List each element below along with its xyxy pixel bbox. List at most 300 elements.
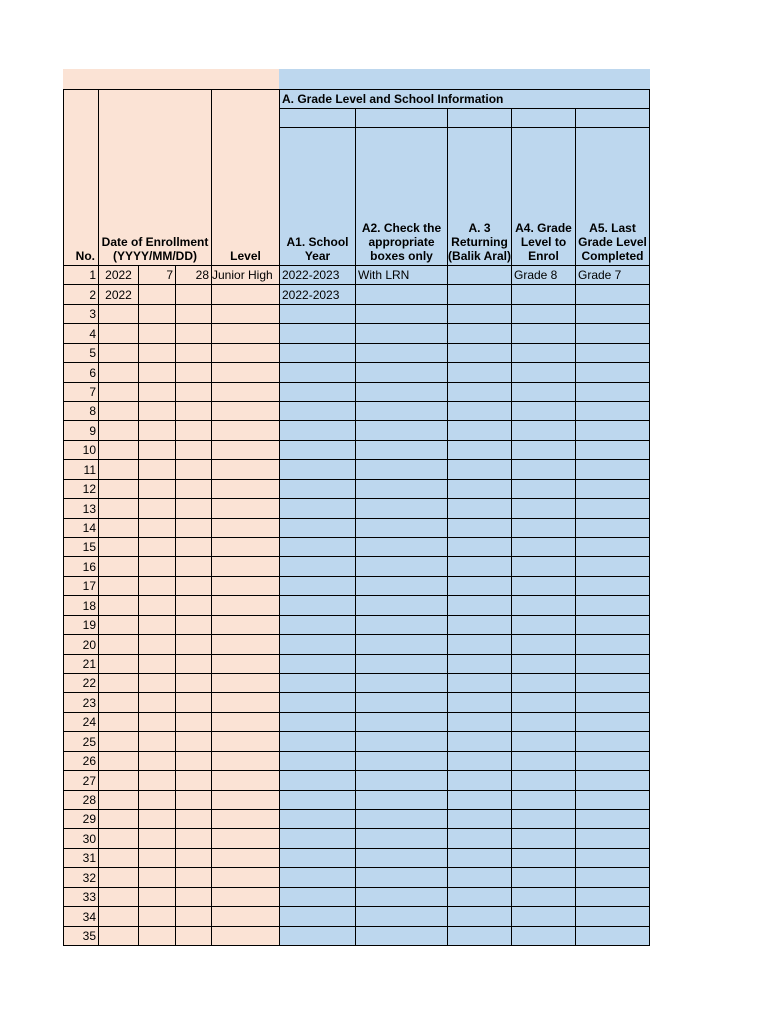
cell-dd[interactable] xyxy=(175,304,212,324)
cell-dd[interactable] xyxy=(175,323,212,344)
cell-a1[interactable] xyxy=(279,770,356,791)
cell-no[interactable]: 3 xyxy=(63,304,99,324)
cell-mm[interactable] xyxy=(138,498,176,519)
cell-a1[interactable] xyxy=(279,343,356,363)
cell-a3[interactable] xyxy=(447,770,512,791)
cell-a1[interactable]: 2022-2023 xyxy=(279,284,356,305)
cell-yyyy[interactable] xyxy=(98,751,139,771)
cell-level[interactable] xyxy=(211,731,280,752)
cell-a3[interactable] xyxy=(447,828,512,849)
cell-a5[interactable] xyxy=(575,595,650,616)
cell-a4[interactable] xyxy=(511,654,576,674)
cell-a2[interactable] xyxy=(355,751,448,771)
cell-a3[interactable] xyxy=(447,518,512,538)
cell-level[interactable] xyxy=(211,343,280,363)
cell-a5[interactable] xyxy=(575,770,650,791)
cell-a3[interactable] xyxy=(447,906,512,927)
cell-a2[interactable] xyxy=(355,615,448,635)
cell-level[interactable] xyxy=(211,284,280,305)
cell-no[interactable]: 13 xyxy=(63,498,99,519)
cell-level[interactable]: Junior High xyxy=(211,265,280,285)
cell-yyyy[interactable] xyxy=(98,537,139,557)
cell-dd[interactable] xyxy=(175,362,212,383)
cell-no[interactable]: 23 xyxy=(63,692,99,713)
cell-dd[interactable] xyxy=(175,576,212,596)
cell-a4[interactable] xyxy=(511,790,576,810)
cell-mm[interactable] xyxy=(138,790,176,810)
cell-a3[interactable] xyxy=(447,479,512,499)
cell-a4[interactable] xyxy=(511,673,576,693)
cell-a2[interactable] xyxy=(355,382,448,402)
cell-a3[interactable] xyxy=(447,615,512,635)
cell-a4[interactable] xyxy=(511,906,576,927)
cell-level[interactable] xyxy=(211,828,280,849)
cell-a2[interactable] xyxy=(355,459,448,480)
cell-a1[interactable] xyxy=(279,654,356,674)
cell-a3[interactable] xyxy=(447,654,512,674)
cell-a2[interactable] xyxy=(355,284,448,305)
cell-yyyy[interactable] xyxy=(98,906,139,927)
cell-no[interactable]: 29 xyxy=(63,809,99,829)
cell-no[interactable]: 21 xyxy=(63,654,99,674)
cell-yyyy[interactable] xyxy=(98,459,139,480)
cell-a1[interactable] xyxy=(279,692,356,713)
cell-a2[interactable] xyxy=(355,420,448,441)
cell-level[interactable] xyxy=(211,440,280,460)
cell-a2[interactable] xyxy=(355,595,448,616)
cell-yyyy[interactable] xyxy=(98,479,139,499)
cell-a3[interactable] xyxy=(447,848,512,868)
cell-a1[interactable] xyxy=(279,634,356,655)
cell-a5[interactable] xyxy=(575,615,650,635)
cell-a2[interactable] xyxy=(355,654,448,674)
cell-a3[interactable] xyxy=(447,790,512,810)
cell-a4[interactable] xyxy=(511,692,576,713)
cell-a4[interactable] xyxy=(511,576,576,596)
cell-a2[interactable] xyxy=(355,809,448,829)
cell-a2[interactable] xyxy=(355,887,448,907)
cell-a1[interactable] xyxy=(279,673,356,693)
cell-a2[interactable] xyxy=(355,518,448,538)
cell-yyyy[interactable] xyxy=(98,848,139,868)
cell-a5[interactable] xyxy=(575,382,650,402)
cell-mm[interactable] xyxy=(138,595,176,616)
cell-level[interactable] xyxy=(211,479,280,499)
cell-no[interactable]: 33 xyxy=(63,887,99,907)
cell-level[interactable] xyxy=(211,790,280,810)
cell-a2[interactable] xyxy=(355,926,448,946)
cell-a1[interactable] xyxy=(279,518,356,538)
cell-yyyy[interactable] xyxy=(98,343,139,363)
cell-a5[interactable] xyxy=(575,440,650,460)
cell-mm[interactable] xyxy=(138,634,176,655)
cell-dd[interactable] xyxy=(175,401,212,421)
cell-dd[interactable] xyxy=(175,848,212,868)
cell-a5[interactable] xyxy=(575,828,650,849)
cell-mm[interactable] xyxy=(138,284,176,305)
cell-dd[interactable] xyxy=(175,595,212,616)
cell-a1[interactable] xyxy=(279,751,356,771)
cell-mm[interactable] xyxy=(138,343,176,363)
cell-a1[interactable] xyxy=(279,576,356,596)
cell-mm[interactable] xyxy=(138,867,176,888)
cell-a4[interactable] xyxy=(511,751,576,771)
cell-a2[interactable] xyxy=(355,479,448,499)
cell-no[interactable]: 28 xyxy=(63,790,99,810)
cell-level[interactable] xyxy=(211,537,280,557)
cell-a5[interactable] xyxy=(575,556,650,577)
cell-dd[interactable] xyxy=(175,479,212,499)
cell-mm[interactable] xyxy=(138,887,176,907)
cell-dd[interactable] xyxy=(175,459,212,480)
cell-a1[interactable]: 2022-2023 xyxy=(279,265,356,285)
cell-a3[interactable] xyxy=(447,459,512,480)
cell-no[interactable]: 6 xyxy=(63,362,99,383)
cell-a5[interactable] xyxy=(575,887,650,907)
cell-a1[interactable] xyxy=(279,887,356,907)
cell-a5[interactable] xyxy=(575,790,650,810)
cell-dd[interactable] xyxy=(175,887,212,907)
cell-a5[interactable] xyxy=(575,712,650,732)
cell-a3[interactable] xyxy=(447,537,512,557)
cell-a3[interactable] xyxy=(447,401,512,421)
cell-a4[interactable] xyxy=(511,440,576,460)
cell-no[interactable]: 22 xyxy=(63,673,99,693)
cell-a5[interactable] xyxy=(575,343,650,363)
cell-level[interactable] xyxy=(211,692,280,713)
cell-mm[interactable] xyxy=(138,692,176,713)
cell-yyyy[interactable] xyxy=(98,323,139,344)
cell-a4[interactable] xyxy=(511,284,576,305)
cell-a2[interactable] xyxy=(355,362,448,383)
cell-level[interactable] xyxy=(211,420,280,441)
cell-a2[interactable]: With LRN xyxy=(355,265,448,285)
cell-a1[interactable] xyxy=(279,926,356,946)
cell-level[interactable] xyxy=(211,595,280,616)
cell-dd[interactable] xyxy=(175,751,212,771)
cell-dd[interactable] xyxy=(175,498,212,519)
cell-no[interactable]: 26 xyxy=(63,751,99,771)
cell-a3[interactable] xyxy=(447,343,512,363)
cell-level[interactable] xyxy=(211,401,280,421)
cell-yyyy[interactable] xyxy=(98,731,139,752)
cell-no[interactable]: 8 xyxy=(63,401,99,421)
cell-a5[interactable] xyxy=(575,926,650,946)
cell-yyyy[interactable] xyxy=(98,362,139,383)
cell-a2[interactable] xyxy=(355,906,448,927)
cell-no[interactable]: 1 xyxy=(63,265,99,285)
cell-a1[interactable] xyxy=(279,498,356,519)
cell-yyyy[interactable] xyxy=(98,382,139,402)
cell-mm[interactable]: 7 xyxy=(138,265,176,285)
cell-yyyy[interactable] xyxy=(98,867,139,888)
cell-a4[interactable] xyxy=(511,926,576,946)
cell-a5[interactable] xyxy=(575,537,650,557)
cell-mm[interactable] xyxy=(138,673,176,693)
cell-a3[interactable] xyxy=(447,420,512,441)
cell-a1[interactable] xyxy=(279,459,356,480)
cell-level[interactable] xyxy=(211,382,280,402)
cell-no[interactable]: 34 xyxy=(63,906,99,927)
cell-a3[interactable] xyxy=(447,304,512,324)
cell-yyyy[interactable] xyxy=(98,712,139,732)
cell-a1[interactable] xyxy=(279,401,356,421)
cell-yyyy[interactable] xyxy=(98,498,139,519)
cell-yyyy[interactable] xyxy=(98,790,139,810)
cell-a5[interactable] xyxy=(575,673,650,693)
cell-a5[interactable] xyxy=(575,323,650,344)
cell-a3[interactable] xyxy=(447,595,512,616)
cell-a3[interactable] xyxy=(447,498,512,519)
cell-a2[interactable] xyxy=(355,731,448,752)
cell-a3[interactable] xyxy=(447,867,512,888)
cell-a4[interactable] xyxy=(511,420,576,441)
cell-a3[interactable] xyxy=(447,576,512,596)
cell-a4[interactable] xyxy=(511,712,576,732)
cell-mm[interactable] xyxy=(138,770,176,791)
cell-a4[interactable] xyxy=(511,615,576,635)
cell-a4[interactable] xyxy=(511,382,576,402)
cell-no[interactable]: 25 xyxy=(63,731,99,752)
cell-no[interactable]: 18 xyxy=(63,595,99,616)
cell-yyyy[interactable] xyxy=(98,556,139,577)
cell-mm[interactable] xyxy=(138,556,176,577)
cell-a5[interactable] xyxy=(575,284,650,305)
cell-no[interactable]: 14 xyxy=(63,518,99,538)
cell-yyyy[interactable] xyxy=(98,304,139,324)
cell-yyyy[interactable] xyxy=(98,809,139,829)
cell-a4[interactable] xyxy=(511,634,576,655)
cell-a1[interactable] xyxy=(279,362,356,383)
cell-dd[interactable] xyxy=(175,634,212,655)
cell-a5[interactable] xyxy=(575,420,650,441)
cell-a5[interactable] xyxy=(575,906,650,927)
cell-a1[interactable] xyxy=(279,556,356,577)
cell-a5[interactable] xyxy=(575,867,650,888)
cell-a3[interactable] xyxy=(447,556,512,577)
cell-a5[interactable] xyxy=(575,809,650,829)
cell-a5[interactable] xyxy=(575,751,650,771)
cell-a1[interactable] xyxy=(279,304,356,324)
cell-level[interactable] xyxy=(211,867,280,888)
cell-a1[interactable] xyxy=(279,848,356,868)
cell-yyyy[interactable] xyxy=(98,401,139,421)
cell-mm[interactable] xyxy=(138,926,176,946)
cell-a1[interactable] xyxy=(279,828,356,849)
cell-a1[interactable] xyxy=(279,809,356,829)
cell-no[interactable]: 7 xyxy=(63,382,99,402)
cell-a1[interactable] xyxy=(279,323,356,344)
cell-a5[interactable] xyxy=(575,498,650,519)
cell-yyyy[interactable] xyxy=(98,692,139,713)
cell-no[interactable]: 16 xyxy=(63,556,99,577)
cell-no[interactable]: 27 xyxy=(63,770,99,791)
cell-dd[interactable] xyxy=(175,440,212,460)
cell-dd[interactable] xyxy=(175,556,212,577)
cell-mm[interactable] xyxy=(138,459,176,480)
cell-dd[interactable] xyxy=(175,906,212,927)
cell-a3[interactable] xyxy=(447,692,512,713)
cell-a2[interactable] xyxy=(355,828,448,849)
cell-a5[interactable] xyxy=(575,401,650,421)
cell-a2[interactable] xyxy=(355,343,448,363)
cell-dd[interactable] xyxy=(175,809,212,829)
cell-dd[interactable] xyxy=(175,343,212,363)
cell-a1[interactable] xyxy=(279,420,356,441)
cell-no[interactable]: 31 xyxy=(63,848,99,868)
cell-mm[interactable] xyxy=(138,576,176,596)
cell-level[interactable] xyxy=(211,770,280,791)
cell-yyyy[interactable] xyxy=(98,440,139,460)
cell-level[interactable] xyxy=(211,673,280,693)
cell-mm[interactable] xyxy=(138,420,176,441)
cell-a5[interactable] xyxy=(575,518,650,538)
cell-level[interactable] xyxy=(211,498,280,519)
cell-no[interactable]: 9 xyxy=(63,420,99,441)
cell-a5[interactable]: Grade 7 xyxy=(575,265,650,285)
cell-a3[interactable] xyxy=(447,382,512,402)
cell-a2[interactable] xyxy=(355,304,448,324)
cell-a2[interactable] xyxy=(355,323,448,344)
cell-a5[interactable] xyxy=(575,654,650,674)
cell-a3[interactable] xyxy=(447,440,512,460)
cell-dd[interactable] xyxy=(175,828,212,849)
cell-dd[interactable] xyxy=(175,518,212,538)
cell-a2[interactable] xyxy=(355,498,448,519)
cell-mm[interactable] xyxy=(138,323,176,344)
cell-mm[interactable] xyxy=(138,654,176,674)
cell-mm[interactable] xyxy=(138,906,176,927)
cell-a1[interactable] xyxy=(279,595,356,616)
cell-a1[interactable] xyxy=(279,790,356,810)
cell-level[interactable] xyxy=(211,362,280,383)
cell-mm[interactable] xyxy=(138,479,176,499)
cell-a3[interactable] xyxy=(447,926,512,946)
cell-yyyy[interactable]: 2022 xyxy=(98,265,139,285)
cell-level[interactable] xyxy=(211,848,280,868)
cell-a4[interactable] xyxy=(511,479,576,499)
cell-a4[interactable] xyxy=(511,401,576,421)
cell-yyyy[interactable]: 2022 xyxy=(98,284,139,305)
cell-no[interactable]: 4 xyxy=(63,323,99,344)
cell-a3[interactable] xyxy=(447,673,512,693)
cell-a4[interactable] xyxy=(511,362,576,383)
cell-a2[interactable] xyxy=(355,770,448,791)
cell-a4[interactable] xyxy=(511,518,576,538)
cell-no[interactable]: 19 xyxy=(63,615,99,635)
cell-mm[interactable] xyxy=(138,615,176,635)
cell-a1[interactable] xyxy=(279,867,356,888)
cell-no[interactable]: 2 xyxy=(63,284,99,305)
cell-a4[interactable] xyxy=(511,867,576,888)
cell-yyyy[interactable] xyxy=(98,887,139,907)
cell-a3[interactable] xyxy=(447,634,512,655)
cell-a2[interactable] xyxy=(355,634,448,655)
cell-a4[interactable] xyxy=(511,887,576,907)
cell-a4[interactable] xyxy=(511,323,576,344)
cell-a3[interactable] xyxy=(447,809,512,829)
cell-no[interactable]: 32 xyxy=(63,867,99,888)
cell-a2[interactable] xyxy=(355,712,448,732)
cell-level[interactable] xyxy=(211,304,280,324)
cell-dd[interactable] xyxy=(175,926,212,946)
cell-level[interactable] xyxy=(211,712,280,732)
cell-mm[interactable] xyxy=(138,401,176,421)
cell-mm[interactable] xyxy=(138,828,176,849)
cell-a4[interactable] xyxy=(511,770,576,791)
cell-level[interactable] xyxy=(211,926,280,946)
cell-a1[interactable] xyxy=(279,440,356,460)
cell-no[interactable]: 10 xyxy=(63,440,99,460)
cell-no[interactable]: 12 xyxy=(63,479,99,499)
cell-dd[interactable] xyxy=(175,654,212,674)
cell-mm[interactable] xyxy=(138,304,176,324)
cell-yyyy[interactable] xyxy=(98,420,139,441)
cell-a5[interactable] xyxy=(575,362,650,383)
cell-a4[interactable] xyxy=(511,848,576,868)
cell-a5[interactable] xyxy=(575,692,650,713)
cell-yyyy[interactable] xyxy=(98,518,139,538)
cell-dd[interactable] xyxy=(175,382,212,402)
cell-a2[interactable] xyxy=(355,673,448,693)
cell-yyyy[interactable] xyxy=(98,770,139,791)
cell-a1[interactable] xyxy=(279,537,356,557)
cell-a4[interactable] xyxy=(511,556,576,577)
cell-dd[interactable] xyxy=(175,692,212,713)
cell-a3[interactable] xyxy=(447,265,512,285)
cell-level[interactable] xyxy=(211,518,280,538)
cell-yyyy[interactable] xyxy=(98,576,139,596)
cell-a5[interactable] xyxy=(575,848,650,868)
cell-a2[interactable] xyxy=(355,440,448,460)
cell-a1[interactable] xyxy=(279,382,356,402)
cell-a3[interactable] xyxy=(447,887,512,907)
cell-yyyy[interactable] xyxy=(98,828,139,849)
cell-a1[interactable] xyxy=(279,712,356,732)
cell-a4[interactable] xyxy=(511,595,576,616)
cell-level[interactable] xyxy=(211,887,280,907)
cell-a5[interactable] xyxy=(575,576,650,596)
cell-dd[interactable] xyxy=(175,284,212,305)
cell-mm[interactable] xyxy=(138,382,176,402)
cell-a3[interactable] xyxy=(447,323,512,344)
cell-a4[interactable] xyxy=(511,343,576,363)
cell-a3[interactable] xyxy=(447,751,512,771)
cell-a2[interactable] xyxy=(355,692,448,713)
cell-level[interactable] xyxy=(211,751,280,771)
cell-level[interactable] xyxy=(211,323,280,344)
cell-dd[interactable] xyxy=(175,867,212,888)
cell-level[interactable] xyxy=(211,459,280,480)
cell-a5[interactable] xyxy=(575,634,650,655)
cell-a4[interactable]: Grade 8 xyxy=(511,265,576,285)
cell-dd[interactable]: 28 xyxy=(175,265,212,285)
cell-mm[interactable] xyxy=(138,518,176,538)
cell-mm[interactable] xyxy=(138,537,176,557)
cell-a3[interactable] xyxy=(447,712,512,732)
cell-level[interactable] xyxy=(211,634,280,655)
cell-a4[interactable] xyxy=(511,809,576,829)
cell-a1[interactable] xyxy=(279,615,356,635)
cell-no[interactable]: 15 xyxy=(63,537,99,557)
cell-yyyy[interactable] xyxy=(98,595,139,616)
cell-no[interactable]: 11 xyxy=(63,459,99,480)
cell-a4[interactable] xyxy=(511,828,576,849)
cell-a4[interactable] xyxy=(511,459,576,480)
cell-yyyy[interactable] xyxy=(98,634,139,655)
cell-dd[interactable] xyxy=(175,420,212,441)
cell-mm[interactable] xyxy=(138,362,176,383)
